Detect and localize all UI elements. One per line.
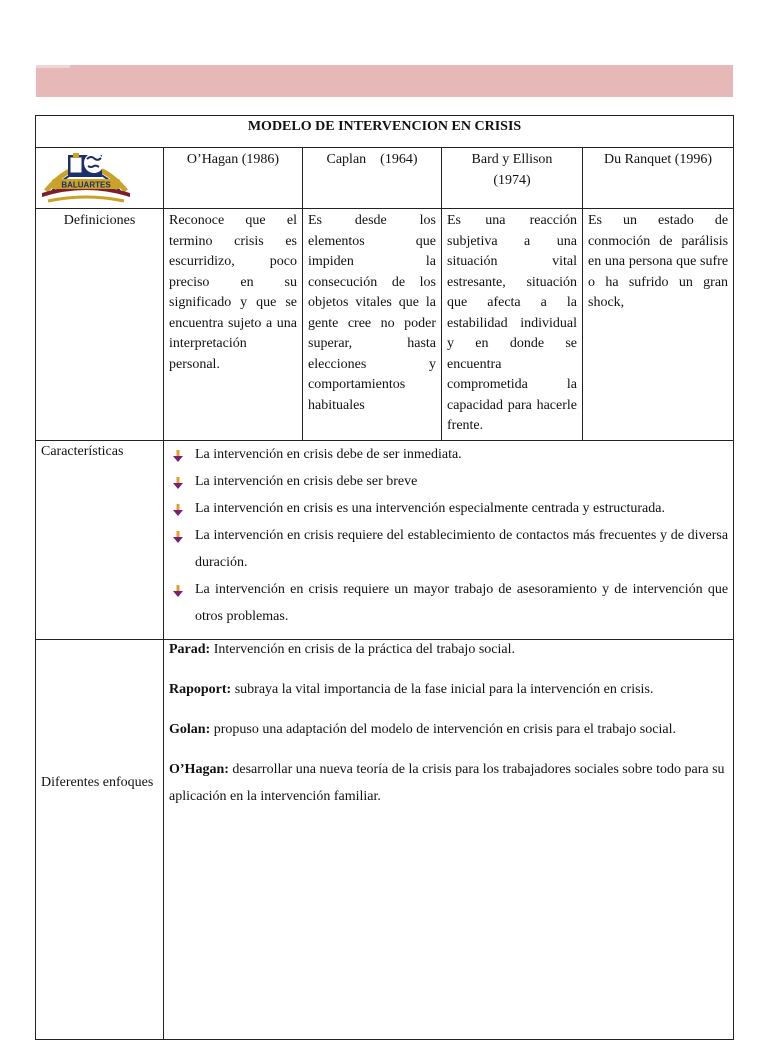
enfoque-author: O’Hagan:	[169, 762, 229, 777]
definition-du-ranquet: Es un estado de conmoción de parálisis en una persona que sufre o ha sufrido un gran shock,	[583, 209, 734, 441]
band-notch	[36, 65, 70, 68]
arrow-bullet-icon	[172, 531, 184, 543]
list-item	[195, 495, 728, 522]
enfoque-text: subraya la vital importancia de la fase inicial para la intervención en crisis.	[231, 682, 654, 697]
enfoques-cell	[164, 640, 734, 1040]
row-label-definiciones	[36, 180, 164, 441]
logo-text: BALUARTES	[61, 180, 111, 190]
definition-ohagan: Reconoce que el termino crisis es escurridizo, poco preciso en su significado y que se encuentra sujeto a una interpretación personal.	[164, 209, 303, 441]
label-text: Definiciones	[63, 213, 136, 228]
row-label-enfoques: Diferentes enfoques	[36, 640, 164, 1040]
item-text: La intervención en crisis debe ser breve	[195, 474, 418, 489]
author-header-bard-ellison	[442, 148, 583, 209]
item-text: La intervención en crisis requiere un mayor trabajo de asesoramiento y de intervención que otros problemas.	[195, 582, 729, 624]
enfoque-author: Golan:	[169, 722, 211, 737]
arrow-bullet-icon	[172, 585, 184, 597]
item-text: La intervención en crisis debe de ser inmediata.	[195, 447, 462, 462]
definition-caplan: Es desde los elementos que impiden la consecución de los objetos vitales que la gente cree no poder superar, hasta elecciones y comportamientos habituales	[303, 209, 442, 441]
enfoque-author: Rapoport:	[169, 682, 232, 697]
header-band	[36, 65, 733, 97]
row-label-caracteristicas: Características	[36, 441, 164, 640]
author-year: (1974)	[493, 172, 531, 188]
author-header-ohagan	[164, 148, 303, 209]
enfoque-entry	[169, 676, 728, 703]
item-text: La intervención en crisis requiere del establecimiento de contactos más frecuentes y de diversa duración.	[195, 528, 729, 570]
institution-logo	[38, 139, 134, 209]
author-name: Bard y Ellison	[471, 152, 553, 167]
crisis-model-table	[35, 115, 734, 1040]
author-name: Caplan (1964)	[326, 152, 418, 167]
list-item	[195, 441, 728, 468]
caracteristicas-cell	[164, 441, 734, 640]
enfoque-entry	[169, 636, 728, 663]
table-title: MODELO DE INTERVENCION EN CRISIS	[36, 116, 734, 148]
enfoque-author: Parad:	[169, 642, 211, 657]
enfoque-text: desarrollar una nueva teoría de la crisis para los trabajadores sociales sobre todo para su aplicación en la intervención familiar.	[169, 762, 725, 804]
author-header-caplan	[303, 148, 442, 209]
author-name: O’Hagan (1986)	[186, 152, 280, 167]
list-item	[195, 522, 728, 576]
author-name: Du Ranquet (1996)	[603, 152, 713, 167]
enfoque-entry	[169, 716, 728, 743]
list-item	[195, 576, 728, 630]
enfoque-text: propuso una adaptación del modelo de intervención en crisis para el trabajo social.	[210, 722, 676, 737]
arrow-bullet-icon	[172, 504, 184, 516]
arrow-bullet-icon	[172, 450, 184, 462]
caracteristicas-list	[169, 441, 728, 630]
arrow-bullet-icon	[172, 477, 184, 489]
list-item	[195, 468, 728, 495]
author-header-du-ranquet	[583, 148, 734, 209]
definition-bard-ellison: Es una reacción subjetiva a una situación vital estresante, situación que afecta a la estabilidad individual y en donde se encuentra comprometida la capacidad para hacerle frente.	[442, 209, 583, 441]
enfoque-entry	[169, 756, 728, 810]
enfoque-text: Intervención en crisis de la práctica del trabajo social.	[210, 642, 515, 657]
item-text: La intervención en crisis es una intervención especialmente centrada y estructurada.	[195, 501, 665, 516]
